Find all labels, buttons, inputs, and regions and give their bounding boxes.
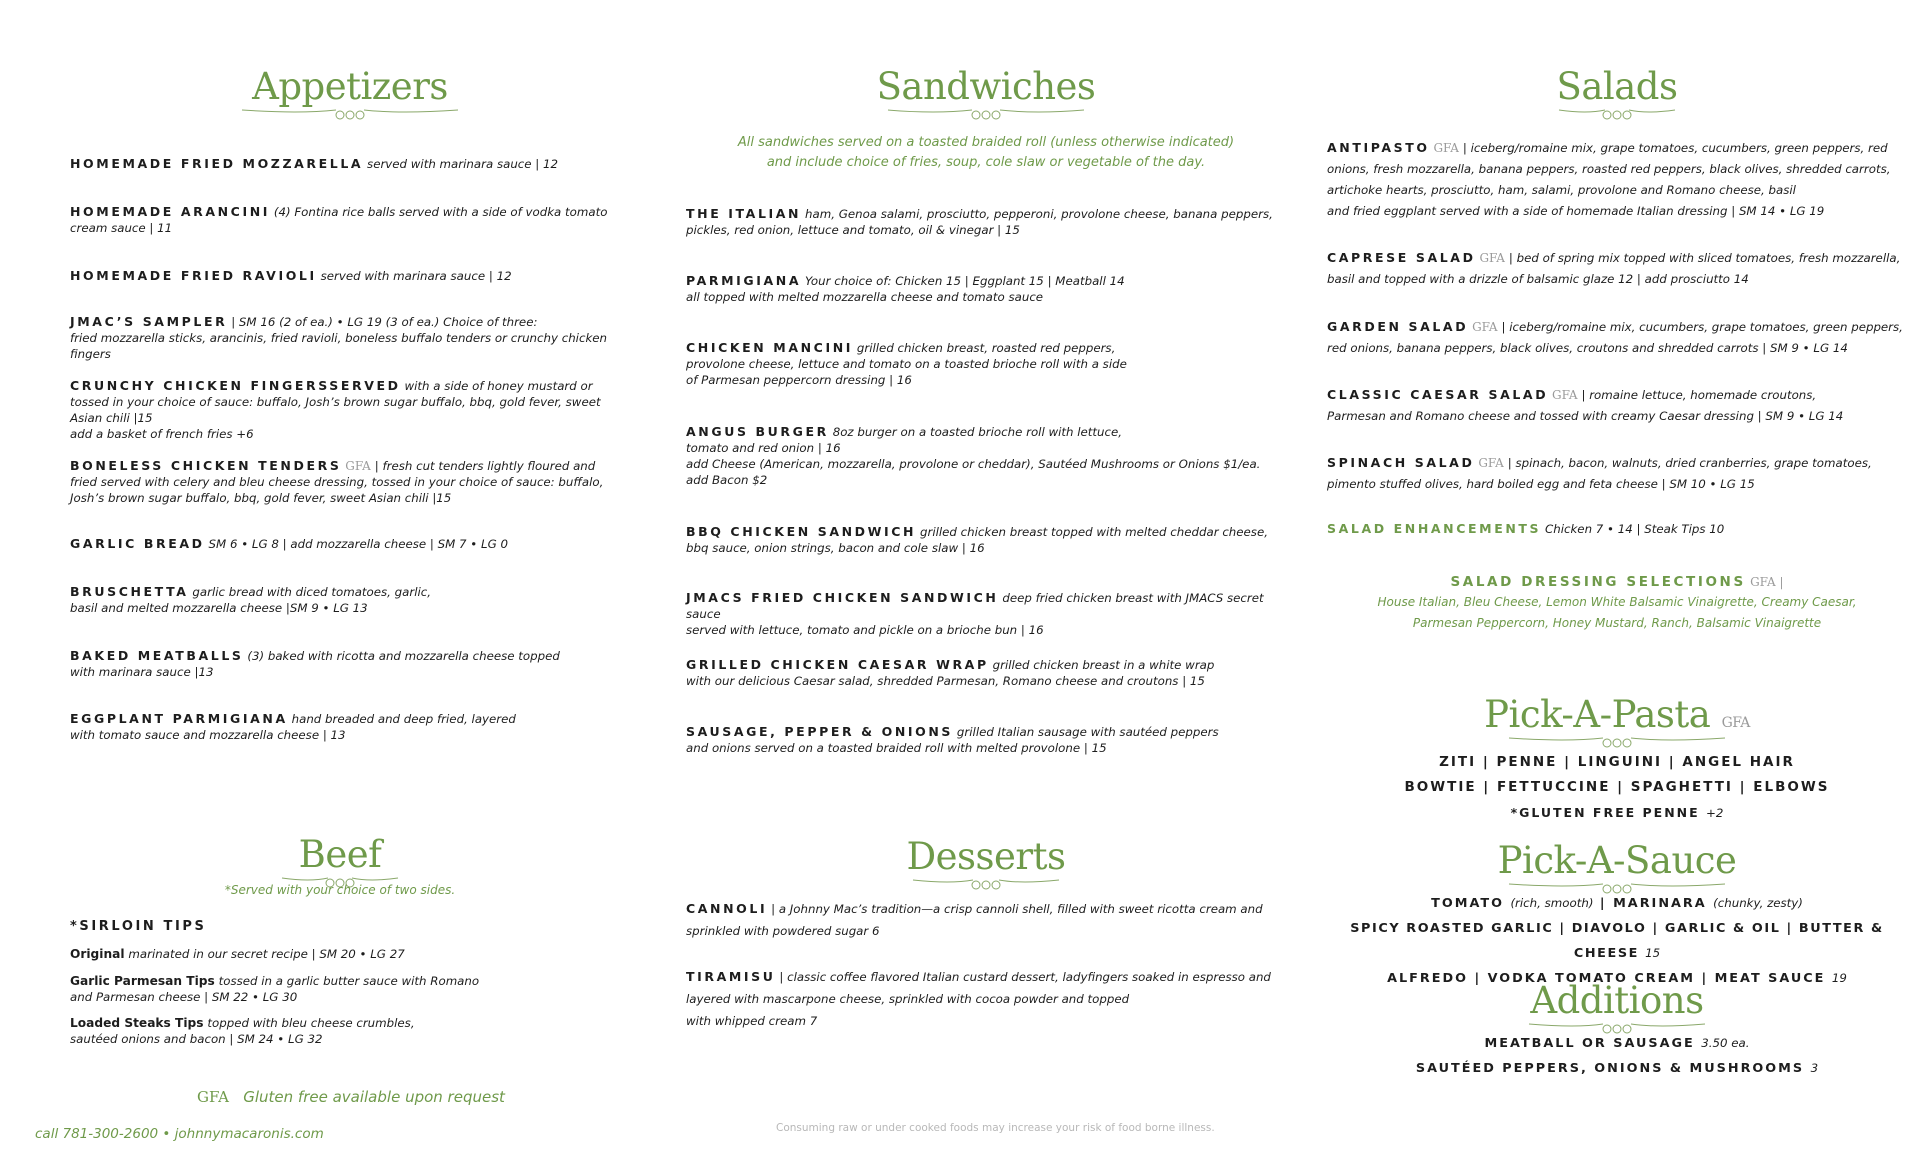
menu-item: Loaded Steaks Tips topped with bleu cheese crumbles, sautéed onions and bacon | SM 24 • LG 32 [70, 1016, 415, 1046]
gfa-legend: GFA Gluten free available upon request [197, 1088, 505, 1106]
menu-item: GARDEN SALAD GFA | iceberg/romaine mix, cucumbers, grape tomatoes, green peppers, red onions, banana peppers, black olives, croutons and shredded carrots | SM 9 • LG 14 [1327, 319, 1903, 355]
pasta-options: ZITI | PENNE | LINGUINI | ANGEL HAIR BOWTIE | FETTUCCINE | SPAGHETTI | ELBOWS *GLUTEN FREE PENNE +2 [1404, 754, 1830, 820]
raw-food-disclaimer: Consuming raw or under cooked foods may increase your risk of food borne illness. [776, 1122, 1215, 1134]
appetizers-title: Appetizers [252, 65, 448, 108]
additions-title: Additions [1530, 979, 1704, 1022]
menu-item: ANGUS BURGER 8oz burger on a toasted brioche roll with lettuce, tomato and red onion | 16 add Cheese (American, mozzarella, provolone or cheddar), Sautéed Mushrooms or Onions $1/ea. add Bacon $2 [686, 424, 1261, 487]
menu-item: EGGPLANT PARMIGIANA hand breaded and deep fried, layered with tomato sauce and mozzarella cheese | 13 [70, 711, 516, 742]
appetizers-heading [220, 65, 480, 123]
menu-item: ANTIPASTO GFA | iceberg/romaine mix, grape tomatoes, cucumbers, green peppers, red onions, fresh mozzarella, banana peppers, roasted red peppers, black olives, shredded carrots, artichoke hearts, prosciutto, ham, salami, provolone and Romano cheese, basil and fried eggplant served with a side of homemade Italian dressing | SM 14 • LG 19 [1327, 140, 1891, 218]
additions-options: MEATBALL OR SAUSAGE 3.50 ea. SAUTÉED PEPPERS, ONIONS & MUSHROOMS 3 [1415, 1036, 1819, 1076]
menu-item: BBQ CHICKEN SANDWICH grilled chicken breast topped with melted cheddar cheese, bbq sauce, onion strings, bacon and cole slaw | 16 [686, 524, 1268, 555]
menu-item: CRUNCHY CHICKEN FINGERSSERVED with a side of honey mustard or tossed in your choice of sauce: buffalo, Josh’s brown sugar buffalo, bbq, gold fever, sweet Asian chili |15 add a basket of french fries +6 [70, 378, 601, 441]
menu-item: GARLIC BREAD SM 6 • LG 8 | add mozzarella cheese | SM 7 • LG 0 [70, 536, 508, 551]
menu-item: BRUSCHETTA garlic bread with diced tomatoes, garlic, basil and melted mozzarella cheese |SM 9 • LG 13 [70, 584, 432, 615]
menu-item: BONELESS CHICKEN TENDERS GFA | fresh cut tenders lightly floured and fried served with celery and bleu cheese dressing, tossed in your choice of sauce: buffalo, Josh’s brown sugar buffalo, bbq, gold fever, sweet Asian chili |15 [70, 458, 604, 505]
desserts-heading [876, 835, 1096, 893]
additions-heading [1477, 979, 1757, 1037]
contact-info: call 781-300-2600 • johnnymacaronis.com [35, 1126, 324, 1142]
menu-item: CLASSIC CAESAR SALAD GFA | romaine lettuce, homemade croutons, Parmesan and Romano cheese and tossed with creamy Caesar dressing | SM 9 • LG 14 [1327, 387, 1844, 423]
salads-heading [1507, 65, 1727, 123]
salad-enhancements: SALAD ENHANCEMENTS Chicken 7 • 14 | Steak Tips 10 [1327, 521, 1725, 536]
desserts-title: Desserts [906, 835, 1066, 878]
menu-item: HOMEMADE ARANCINI (4) Fontina rice balls served with a side of vodka tomato cream sauce | 11 [70, 204, 608, 235]
salads-title: Salads [1556, 65, 1678, 108]
menu-item: Original marinated in our secret recipe | SM 20 • LG 27 [70, 947, 405, 961]
beef-note: *Served with your choice of two sides. [224, 883, 456, 897]
menu-item: BAKED MEATBALLS (3) baked with ricotta and mozzarella cheese topped with marinara sauce |13 [70, 648, 560, 679]
menu-item: JMACS FRIED CHICKEN SANDWICH deep fried chicken breast with JMACS secret sauce served with lettuce, tomato and pickle on a brioche bun | 16 [686, 590, 1264, 637]
menu-item: PARMIGIANA Your choice of: Chicken 15 | Eggplant 15 | Meatball 14 all topped with melted mozzarella cheese and tomato sauce [686, 273, 1125, 304]
dressing-selections: SALAD DRESSING SELECTIONS GFA | House Italian, Bleu Cheese, Lemon White Balsamic Vinaigrette, Creamy Caesar, Parmesan Peppercorn, Honey Mustard, Ranch, Balsamic Vinaigrette [1377, 574, 1857, 630]
beef-title: Beef [298, 833, 382, 876]
menu-item: CANNOLI | a Johnny Mac’s tradition—a crisp cannoli shell, filled with sweet ricotta cream and sprinkled with powdered sugar 6 [686, 901, 1263, 938]
pasta-title: Pick-A-Pasta [1484, 693, 1711, 736]
menu-item: HOMEMADE FRIED MOZZARELLA served with marinara sauce | 12 [70, 156, 559, 171]
menu-item: TIRAMISU | classic coffee flavored Italian custard dessert, ladyfingers soaked in espresso and layered with mascarpone cheese, sprinkled with cocoa powder and topped with whipped cream 7 [686, 969, 1271, 1028]
sandwiches-heading [866, 65, 1106, 123]
sandwiches-title: Sandwiches [876, 65, 1096, 108]
menu-item: HOMEMADE FRIED RAVIOLI served with marinara sauce | 12 [70, 268, 512, 283]
sauce-heading [1477, 839, 1757, 897]
menu-item: CAPRESE SALAD GFA | bed of spring mix topped with sliced tomatoes, fresh mozzarella, basil and topped with a drizzle of balsamic glaze 12 | add prosciutto 14 [1327, 250, 1901, 286]
menu-item: CHICKEN MANCINI grilled chicken breast, roasted red peppers, provolone cheese, lettuce and tomato on a toasted brioche roll with a side of Parmesan peppercorn dressing | 16 [686, 340, 1127, 387]
menu-item: SAUSAGE, PEPPER & ONIONS grilled Italian sausage with sautéed peppers and onions served on a toasted braided roll with melted provolone | 15 [686, 724, 1219, 755]
sauce-title: Pick-A-Sauce [1497, 839, 1737, 882]
menu-item: SPINACH SALAD GFA | spinach, bacon, walnuts, dried cranberries, grape tomatoes, pimento stuffed olives, hard boiled egg and feta cheese | SM 10 • LG 15 [1327, 455, 1872, 491]
menu-item: GRILLED CHICKEN CAESAR WRAP grilled chicken breast in a white wrap with our delicious Caesar salad, shredded Parmesan, Romano cheese and croutons | 15 [686, 657, 1215, 688]
menu-item: Garlic Parmesan Tips tossed in a garlic butter sauce with Romano and Parmesan cheese | SM 22 • LG 30 [70, 974, 480, 1004]
pasta-heading: Pick-A-Pasta GFA [1477, 696, 1757, 751]
menu-item: THE ITALIAN ham, Genoa salami, prosciutto, pepperoni, provolone cheese, banana peppers, pickles, red onion, lettuce and tomato, oil & vinegar | 15 [686, 206, 1273, 237]
beef-header: *SIRLOIN TIPS [70, 919, 207, 934]
sandwiches-note: All sandwiches served on a toasted braided roll (unless otherwise indicated) and include choice of fries, soup, cole slaw or vegetable of the day. [737, 135, 1235, 170]
sauce-options: TOMATO (rich, smooth) | MARINARA (chunky, zesty) SPICY ROASTED GARLIC | DIAVOLO | GARLIC & OIL | BUTTER & CHEESE 15 ALFREDO | VODKA TOMATO CREAM | MEAT SAUCE 19 [1350, 896, 1884, 986]
menu-item: JMAC’S SAMPLER | SM 16 (2 of ea.) • LG 19 (3 of ea.) Choice of three: fried mozzarella sticks, arancinis, fried ravioli, boneless buffalo tenders or crunchy chicken fingers [70, 314, 608, 361]
